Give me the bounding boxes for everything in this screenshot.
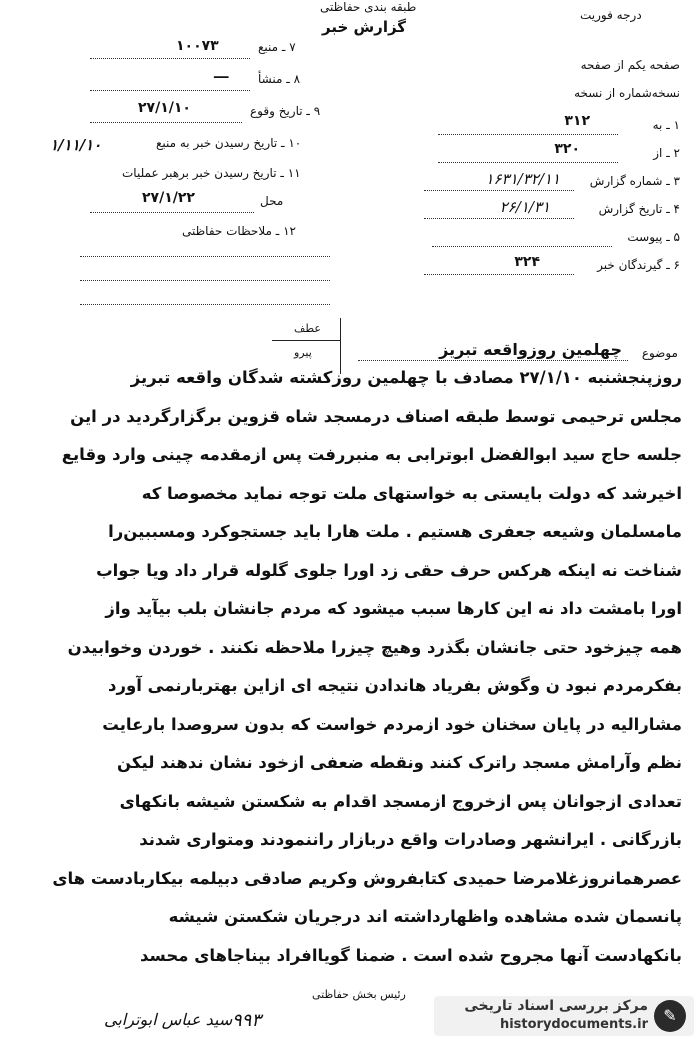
- body-line: عصرهمانروزغلامرضا حمیدی کتابفروش وکریم صادقی دبیلمه بیکاربادست های: [52, 868, 682, 888]
- body-line: بانکهادست آنها مجروح شده است . ضمنا گویاافراد بیناجاهای محسد: [140, 945, 682, 965]
- reference-peyro-label: پیرو: [294, 346, 312, 359]
- event-date-rule: [90, 122, 242, 123]
- security-notes-label: ۱۲ ـ ملاحظات حفاظتی: [182, 224, 296, 238]
- attachment-label: ۵ ـ پیوست: [627, 230, 680, 244]
- from-rule: [438, 162, 618, 163]
- body-line: شناخت نه اینکه هرکس حرف حقی زد اورا جلوی گلوله قرار داد ویا جواب: [96, 560, 682, 580]
- body-line: بازرگانی . ایرانشهر وصادرات واقع دربازار راننمودند ومتواری شدند: [139, 830, 682, 849]
- urgency-label: درجه فوریت: [580, 8, 642, 22]
- report-title: گزارش خبر: [322, 18, 407, 36]
- body-line: جلسه حاج سید ابوالفضل ابوترابی به منبررفت پس ازمقدمه چینی وارد وقایع: [61, 445, 682, 464]
- report-date-rule: [424, 218, 574, 219]
- body-line: همه چیزخود حتی جانشان بگذرد وهیچ چیزرا ملاحظه نکنند . خوردن وخوابیدن: [67, 637, 682, 657]
- event-date-label: ۹ ـ تاریخ وقوع: [250, 104, 321, 118]
- origin-value: ـــ: [214, 66, 229, 82]
- watermark-url: historydocuments.ir: [499, 1017, 648, 1032]
- origin-rule: [90, 90, 250, 91]
- handwritten-signature: سید عباس ابوترابی: [104, 1010, 233, 1029]
- place-value: ۲۷/۱/۲۲: [142, 190, 195, 206]
- source-label: ۷ ـ منبع: [258, 40, 296, 54]
- event-date-value: ۲۷/۱/۱۰: [138, 100, 191, 116]
- subject-rule: [358, 360, 628, 361]
- body-line: پانسمان شده مشاهده واظهارداشته اند درجریان شکستن شیشه: [168, 907, 682, 926]
- body-line: مجلس ترحیمی توسط طبقه اصناف درمسجد شاه قزوین برگزارگردید در این: [70, 406, 682, 426]
- received-source-value: ۱/۱۱/۱۰: [50, 136, 102, 154]
- body-line: بفکرمردم نبود ن وگوش بفریاد هاندادن نتیجه ای ازاین بهتربارنمی آورد: [108, 676, 682, 695]
- received-source-label: ۱۰ ـ تاریخ رسیدن خبر به منبع: [156, 136, 302, 150]
- to-value: ۳۱۲: [564, 113, 590, 129]
- subject-label: موضوع: [641, 346, 678, 360]
- body-line: روزپنجشنبه ۲۷/۱/۱۰ مصادف با چهلمین روزکشته شدگان واقعه تبریز: [130, 368, 682, 387]
- from-value: ۳۲۰: [554, 141, 580, 157]
- body-line: مشارالیه در پایان سخنان خود ازمردم خواست که بدون سروصدا بارعایت: [102, 714, 682, 734]
- page-count-label: صفحه یکم از صفحه: [580, 58, 680, 72]
- copy-number-label: نسخه‌شماره از نسخه: [574, 86, 680, 100]
- document-logo-icon: ✎: [654, 1000, 686, 1032]
- reference-divider-h: [272, 340, 340, 341]
- report-date-value: ۲۶/۱/۳۱: [499, 198, 550, 216]
- body-line: مامسلمان وشیعه جعفری هستیم . ملت هارا باید جستجوکرد ومسببین‌را: [108, 522, 682, 541]
- body-line: تعدادی ازجوانان پس ازخروج ازمسجد اقدام به شکستن شیشه بانکهای: [119, 791, 682, 811]
- classification-label: طبقه بندی حفاظتی: [320, 0, 417, 14]
- attachment-rule: [432, 246, 612, 247]
- recipients-value: ۳۲۴: [514, 254, 540, 270]
- notes-rule-3: [80, 304, 330, 305]
- report-date-label: ۴ ـ تاریخ گزارش: [598, 202, 680, 216]
- source-rule: [90, 58, 250, 59]
- watermark: [434, 996, 694, 1036]
- body-line: نظم وآرامش مسجد راترک کنند ونقطه ضعفی ازخود نشان ندهند لیکن: [117, 753, 682, 772]
- place-label: محل: [260, 194, 284, 208]
- source-value: ۱۰۰۷۳: [176, 38, 219, 54]
- received-ops-label: ۱۱ ـ تاریخ رسیدن خبر برهبر عملیات: [122, 166, 301, 180]
- body-line: اخیرشد که دولت بایستی به خواستهای ملت توجه نماید مخصوصا که: [141, 483, 682, 503]
- origin-label: ۸ ـ منشأ: [258, 72, 301, 86]
- subject-value: چهلمین روزواقعه تبریز: [439, 340, 622, 359]
- place-rule: [90, 212, 254, 213]
- notes-rule-2: [80, 280, 330, 281]
- from-label: ۲ ـ از: [653, 146, 680, 160]
- recipients-label: ۶ ـ گیرندگان خبر: [597, 258, 680, 272]
- to-rule: [438, 134, 618, 135]
- handwritten-number: ۹۹۳: [232, 1010, 262, 1031]
- to-label: ۱ ـ به: [652, 118, 680, 132]
- body-line: اورا بامشت داد نه این کارها سبب میشود که مردم جانشان بلب بیآید واز: [105, 599, 682, 618]
- reference-divider-v: [340, 318, 341, 374]
- report-number-label: ۳ ـ شماره گزارش: [589, 174, 680, 188]
- recipients-rule: [424, 274, 574, 275]
- report-number-value: ۱۶۳۱/۳۲/۱۱: [485, 170, 560, 188]
- watermark-name: مرکز بررسی اسناد تاریخی: [464, 998, 648, 1014]
- report-number-rule: [424, 190, 574, 191]
- notes-rule-1: [80, 256, 330, 257]
- reference-atf-label: عطف: [294, 322, 321, 335]
- security-stamp: رئیس بخش حفاظتی: [312, 988, 406, 1001]
